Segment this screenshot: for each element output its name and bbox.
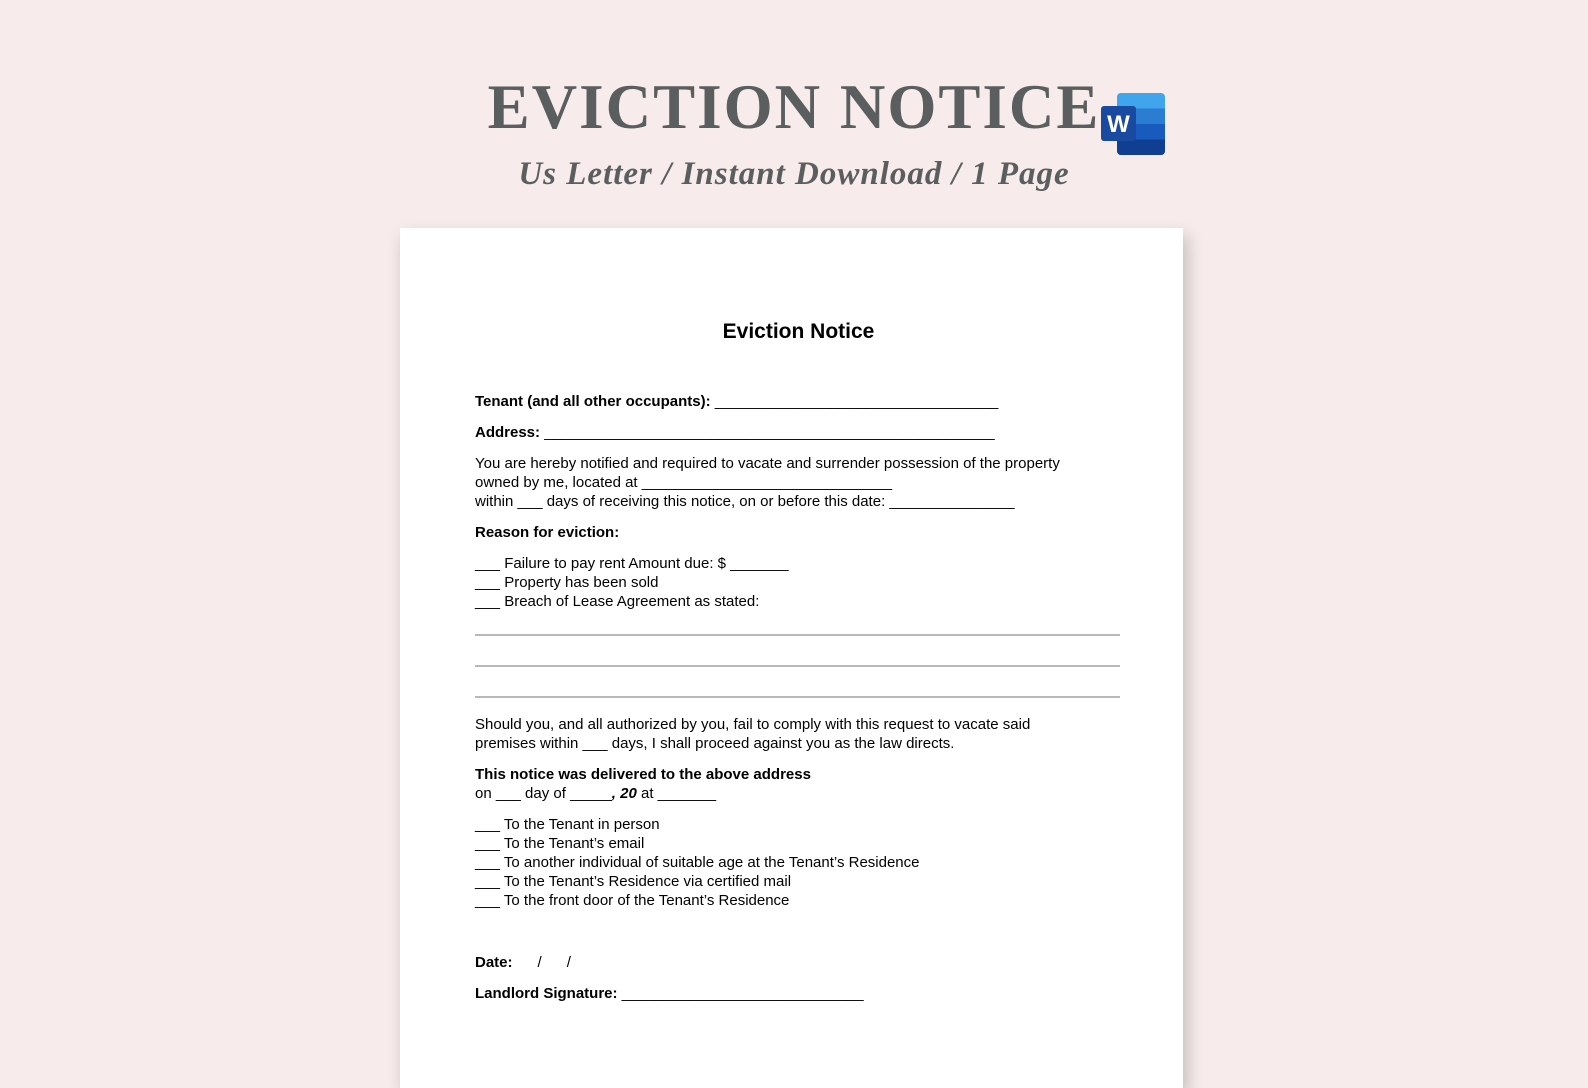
- address-blank: ______________________________________________________: [540, 424, 995, 441]
- delivery-method-item: ___ To the Tenant’s Residence via certified mail: [475, 873, 792, 890]
- delivery-method-item: ___ To the Tenant in person: [475, 816, 660, 833]
- signature-blank: _____________________________: [617, 985, 864, 1002]
- writing-line: [475, 634, 1120, 636]
- date-slashes: / /: [512, 954, 571, 971]
- page-subtitle: Us Letter / Instant Download / 1 Page: [518, 156, 1070, 192]
- document-title: Eviction Notice: [722, 320, 875, 343]
- date-label: Date:: [475, 954, 513, 971]
- word-icon: [1101, 93, 1165, 155]
- signature-line: [475, 984, 864, 1003]
- reason-label: Reason for eviction:: [475, 524, 620, 541]
- notice-line-1: You are hereby notified and required to vacate and surrender possession of the property: [475, 455, 1060, 472]
- address-line: [475, 423, 995, 442]
- document-page: [400, 228, 1183, 1088]
- tenant-line: [475, 392, 998, 411]
- tenant-label: Tenant (and all other occupants):: [475, 393, 711, 410]
- writing-line: [475, 696, 1120, 698]
- signature-label: Landlord Signature:: [475, 985, 618, 1002]
- writing-line: [475, 665, 1120, 667]
- tenant-blank: __________________________________: [710, 393, 999, 410]
- notice-line-2: owned by me, located at ______________________________: [475, 474, 893, 491]
- word-icon-letter: W: [1107, 111, 1130, 138]
- reason-item: ___ Property has been sold: [475, 574, 659, 591]
- delivery-method-item: ___ To another individual of suitable age at the Tenant’s Residence: [475, 854, 920, 871]
- notice-line-3: within ___ days of receiving this notice, on or before this date: _______________: [475, 493, 1015, 510]
- delivery-method-item: ___ To the Tenant’s email: [475, 835, 645, 852]
- date-line: [475, 953, 571, 972]
- address-label: Address:: [475, 424, 541, 441]
- page-title: EVICTION NOTICE: [487, 72, 1101, 142]
- delivery-method-item: ___ To the front door of the Tenant’s Residence: [475, 892, 790, 909]
- comply-line-1: Should you, and all authorized by you, fail to comply with this request to vacate said: [475, 716, 1031, 733]
- delivered-on-line: [475, 784, 716, 803]
- delivered-year: , 20: [611, 785, 637, 802]
- reason-item: ___ Failure to pay rent Amount due: $ _______: [475, 555, 789, 572]
- reason-item: ___ Breach of Lease Agreement as stated:: [475, 593, 760, 610]
- delivered-label: This notice was delivered to the above address: [475, 766, 811, 783]
- delivered-day-blank: on ___ day of _____: [475, 785, 612, 802]
- delivered-time-blank: at _______: [636, 785, 717, 802]
- comply-line-2: premises within ___ days, I shall proceed against you as the law directs.: [475, 735, 955, 752]
